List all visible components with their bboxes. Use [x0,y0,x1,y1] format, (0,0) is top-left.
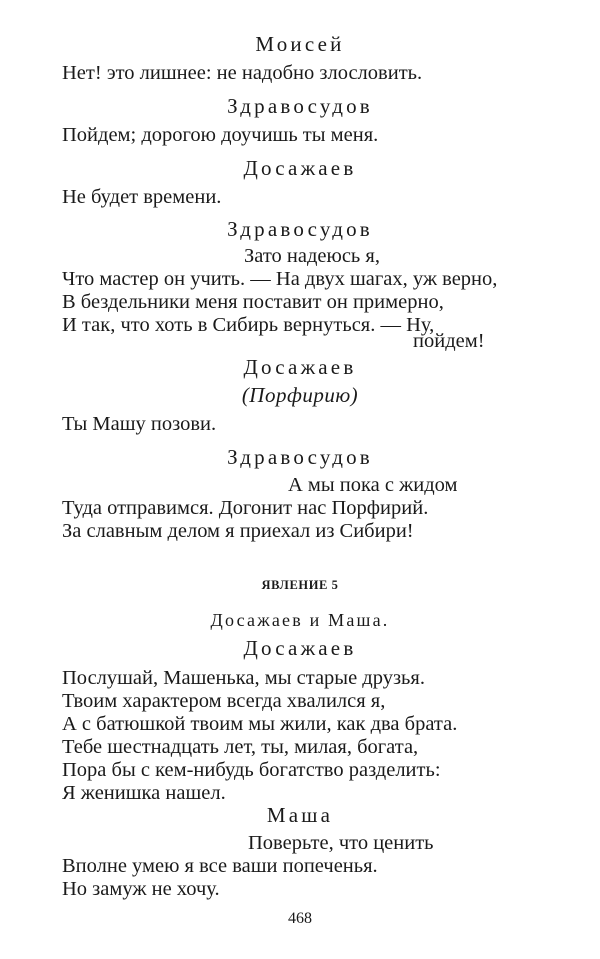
verse-line: Но замуж не хочу. [62,878,220,900]
verse-line: Твоим характером всегда хвалился я, [62,690,386,712]
verse-line: Тебе шестнадцать лет, ты, милая, богата, [62,736,419,758]
verse-line: За славным делом я приехал из Сибири! [62,520,414,542]
verse-line: Зато надеюсь я, [244,245,380,267]
speaker-name: Маша [266,803,334,827]
speaker-name: Здравосудов [227,445,373,469]
verse-line: Вполне умею я все ваши попеченья. [62,855,378,877]
verse-line: Не будет времени. [62,186,222,208]
speaker-name: Моисей [255,32,345,56]
verse-line: В бездельники меня поставит он примерно, [62,291,444,313]
verse-line: Поверьте, что ценить [248,832,434,854]
page-number: 468 [288,910,312,927]
verse-line: Пойдем; дорогою доучишь ты меня. [62,124,379,146]
speaker-name: Досажаев [243,156,357,180]
verse-line: Что мастер он учить. — На двух шагах, уж верно, [62,268,498,290]
speaker-name: Досажаев [243,636,357,660]
speaker-name: Здравосудов [227,94,373,118]
stage-direction: (Порфирию) [241,383,359,407]
verse-line: пойдем! [413,330,485,352]
verse-line: А с батюшкой твоим мы жили, как два брата. [62,713,458,735]
scene-heading: ЯВЛЕНИЕ 5 [261,578,339,592]
verse-line: Нет! это лишнее: не надобно злословить. [62,62,423,84]
verse-line: А мы пока с жидом [288,474,458,496]
verse-line: Послушай, Машенька, мы старые друзья. [62,667,425,689]
verse-line: Туда отправимся. Догонит нас Порфирий. [62,497,429,519]
verse-line: Ты Машу позови. [62,413,217,435]
verse-line: Пора бы с кем-нибудь богатство разделить: [62,759,441,781]
verse-line: И так, что хоть в Сибирь вернуться. — Ну, [62,314,435,336]
scene-cast: Досажаев и Маша. [210,610,390,630]
speaker-name: Досажаев [243,355,357,379]
verse-line: Я женишка нашел. [62,782,226,804]
speaker-name: Здравосудов [227,217,373,241]
